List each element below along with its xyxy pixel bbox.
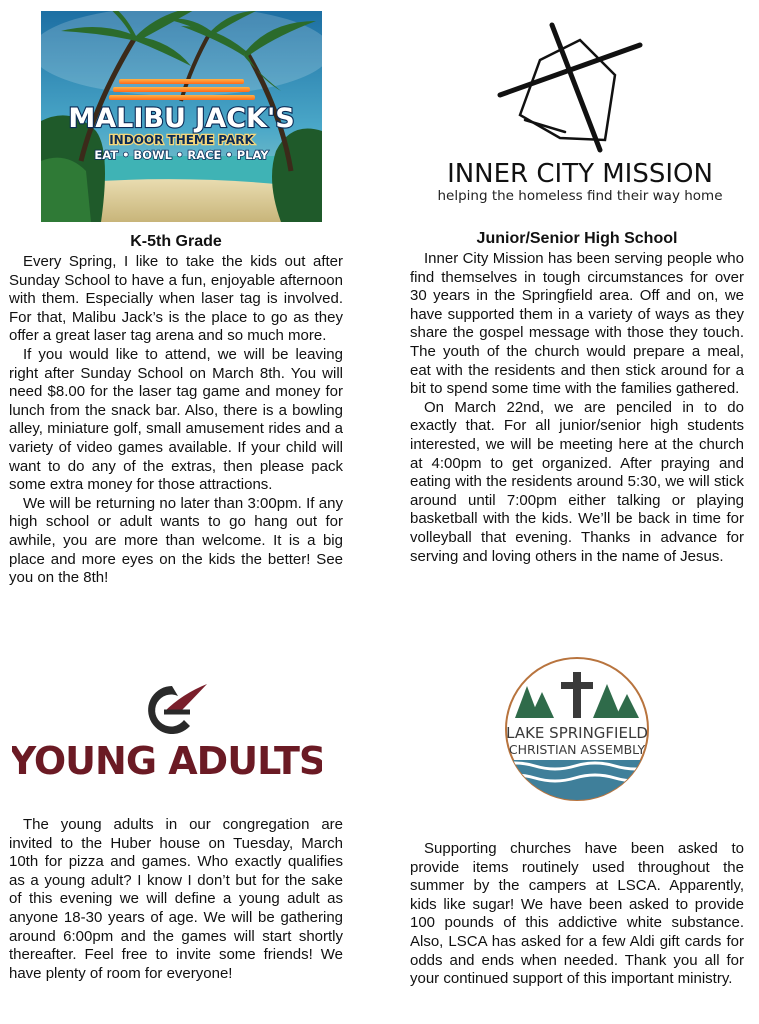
young-adults-emblem-icon	[148, 684, 207, 734]
svg-text:MALIBU JACK'S: MALIBU JACK'S	[68, 103, 295, 134]
young-adults-wordmark: YOUNG ADULTS	[12, 739, 322, 783]
k5-paragraph: Every Spring, I like to take the kids out after Sunday School to have a fun, enjoyable afternoon with them. Especially when laser tag is involved. For that, Malibu Jack’s is the place to go as they offer a great laser tag arena and so much more.	[9, 253, 343, 345]
lsca-paragraph: Supporting churches have been asked to provide items routinely used throughout the summer by the campers at LSCA. Apparently, kids like sugar! We have been asked to provide 100 pounds of this addictive white substance. Also, LSCA has asked for a few Aldi gift cards for odds and ends when needed. Thank you all for your continued support of this important ministry.	[410, 840, 744, 988]
cross-house-icon	[500, 25, 640, 150]
lsca-line1: LAKE SPRINGFIELD	[506, 724, 648, 742]
jrsr-section	[410, 230, 744, 566]
icm-name: INNER CITY MISSION	[447, 159, 713, 189]
k5-paragraph: If you would like to attend, we will be leaving right after Sunday School on March 8th. You will need $8.00 for the laser tag game and money for lunch from the snack bar. Also, there is a bowling alley, miniature golf, small amusement rides and a variety of video games available. If your child will want to do any of the extras, then please pack some extra money for those attractions.	[9, 345, 343, 494]
young-adults-section	[9, 816, 343, 983]
icm-tagline: helping the homeless find their way home	[437, 188, 723, 204]
jrsr-heading: Junior/Senior High School	[476, 230, 678, 247]
k5-paragraph: We will be returning no later than 3:00pm. If any high school or adult wants to go hang out for awhile, you are more than welcome. It is a big place and more eyes on the kids the better! See you on the 8th!	[9, 494, 343, 587]
lsca-section	[410, 840, 744, 989]
k5-heading: K-5th Grade	[130, 233, 222, 250]
lsca-logo	[475, 656, 680, 802]
k5-section	[9, 233, 343, 588]
malibu-jacks-image	[41, 11, 322, 222]
young-adults-logo	[12, 676, 322, 786]
svg-text:INDOOR THEME PARK: INDOOR THEME PARK	[109, 133, 254, 147]
jrsr-paragraph: On March 22nd, we are penciled in to do exactly that. For all junior/senior high students interested, we will be meeting here at the church at 4:00pm to get organized. After praying and eating with the residents around 5:30, we will stick around until 7:00pm either talking or playing basketball with the kids. We’ll be back in time for volleyball that evening. Thanks in advance for serving and loving others in the name of Jesus.	[410, 398, 744, 565]
malibu-jacks-logo	[41, 11, 322, 222]
lsca-line2: CHRISTIAN ASSEMBLY	[508, 742, 646, 757]
young-adults-paragraph: The young adults in our congregation are invited to the Huber house on Tuesday, March 10th for pizza and games. Who exactly qualifies as a young adult? I know I don’t but for the sake of this evening we will define a young adult as anyone 18-30 years of age. We will be gathering around 6:00pm and the games will start shortly thereafter. Feel free to invite some friends! We have plenty of room for everyone!	[9, 816, 343, 982]
svg-text:EAT • BOWL • RACE • PLAY: EAT • BOWL • RACE • PLAY	[94, 148, 269, 162]
inner-city-mission-logo	[430, 20, 730, 210]
jrsr-paragraph: Inner City Mission has been serving people who find themselves in tough circumstances for over 30 years in the Springfield area. Off and on, we have supported them in a variety of ways as they share the gospel message with those they touch. The youth of the church would prepare a meal, eat with the residents and then stick around for a bit to spend some time with the families gathered.	[410, 250, 744, 398]
